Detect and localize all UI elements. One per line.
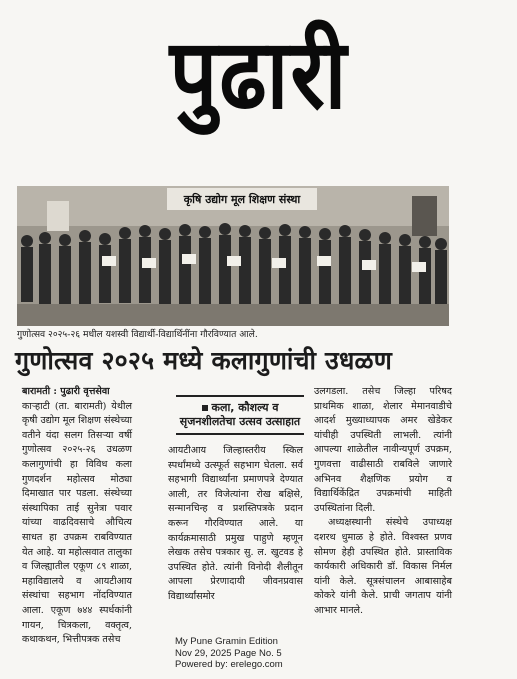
photo-caption: गुणोत्सव २०२५-२६ मधील यशस्वी विद्यार्थी-विद्यार्थिनींना गौरविण्यात आले. bbox=[17, 329, 258, 340]
article-column-1 bbox=[22, 385, 132, 648]
group-photo bbox=[17, 186, 449, 326]
masthead-title: पुढारी bbox=[169, 17, 349, 131]
subheading-box bbox=[176, 395, 304, 435]
subheading-text: कला, कौशल्य व सृजनशीलतेचा उत्सव उत्साहात bbox=[179, 401, 301, 428]
column-3-paragraph-2: अध्यक्षस्थानी संस्थेचे उपाध्यक्ष दशरथ धुमाळ हे होते. विश्वस्त प्रणव सोमण हेही उपस्थित होते. प्रास्ताविक कार्यकारी अधिकारी डॉ. विकास निर्मल यांनी केले. सूत्रसंचालन आबासाहेब कोकरे यांनी केले. प्राची जगताप यांनी आभार मानले. bbox=[314, 517, 452, 616]
column-1-text: काऱ्हाटी (ता. बारामती) येथील कृषी उद्योग मूल शिक्षण संस्थेच्या वतीने यंदा सलग तिसऱ्या वर्षी गुणोत्सव २०२५-२६ उधळण कलागुणांची हा विविध कला गुणदर्शन महोत्सव मोठ्या दिमाखात पार पडला. संस्थेच्या संस्थापिका ताई सुनेत्रा पवार यांच्या वाढदिवसाचे औचित्य साधत हा उपक्रम राबविण्यात येत आहे. या महोत्सवात तालुका व जिल्ह्यातील एकूण ८९ शाळा, महाविद्यालये व आयटीआय संस्थांचा सहभाग नोंदविण्यात आला. एकूण ७४४ स्पर्धकांनी गायन, चित्रकला, वक्तृत्व, कथाकथन, भित्तीपत्रक तसेच bbox=[22, 400, 132, 646]
photo-banner-text: कृषि उद्योग मूल शिक्षण संस्था bbox=[183, 193, 301, 206]
article-column-2 bbox=[168, 444, 303, 605]
edition-name: My Pune Gramin Edition bbox=[175, 636, 278, 647]
dateline: बारामती : पुढारी वृत्तसेवा bbox=[22, 386, 110, 397]
headline: गुणोत्सव २०२५ मध्ये कलागुणांची उधळण bbox=[15, 346, 392, 375]
masthead bbox=[48, 10, 470, 138]
column-3-paragraph-1: उलगडला. तसेच जिल्हा परिषद प्राथमिक शाळा, शेलार मेमानवाडीचे आदर्श मुख्याध्यापक अमर खेडेकर यांचीही उपस्थिती लाभली. त्यांनी आपल्या शाळेतील नावीन्यपूर्ण उपक्रम, गुणवत्ता वाढीसाठी राबविले जाणारे अभिनव शैक्षणिक प्रयोग व विद्यार्थिकेंद्रित उपक्रमांची माहिती उपस्थितांना दिली. bbox=[314, 386, 452, 514]
column-2-text: आयटीआय जिल्हास्तरीय स्किल स्पर्धांमध्ये उत्स्फूर्त सहभाग घेतला. सर्व सहभागी विद्यार्थ्यांना प्रमाणपत्रे देण्यात आली, तर विजेत्यांना रोख बक्षिसे, सन्मानचिन्ह व प्रशस्तिपत्रके प्रदान करून गौरविण्यात आले. या कार्यक्रमासाठी प्रमुख पाहुणे म्हणून लेखक तसेच पत्रकार सु. ल. खुटवड हे उपस्थित होते. त्यांनी विनोदी शैलीतून आपला प्रेरणादायी जीवनप्रवास विद्यार्थ्यांसमोर bbox=[168, 445, 303, 602]
group-photo-illustration bbox=[17, 186, 449, 326]
article-column-3 bbox=[314, 385, 452, 619]
edition-date: Nov 29, 2025 Page No. 5 bbox=[175, 647, 282, 659]
powered-by: Powered by: erelego.com bbox=[175, 659, 283, 670]
bullet-icon bbox=[202, 405, 208, 411]
edition-footer bbox=[175, 636, 283, 671]
